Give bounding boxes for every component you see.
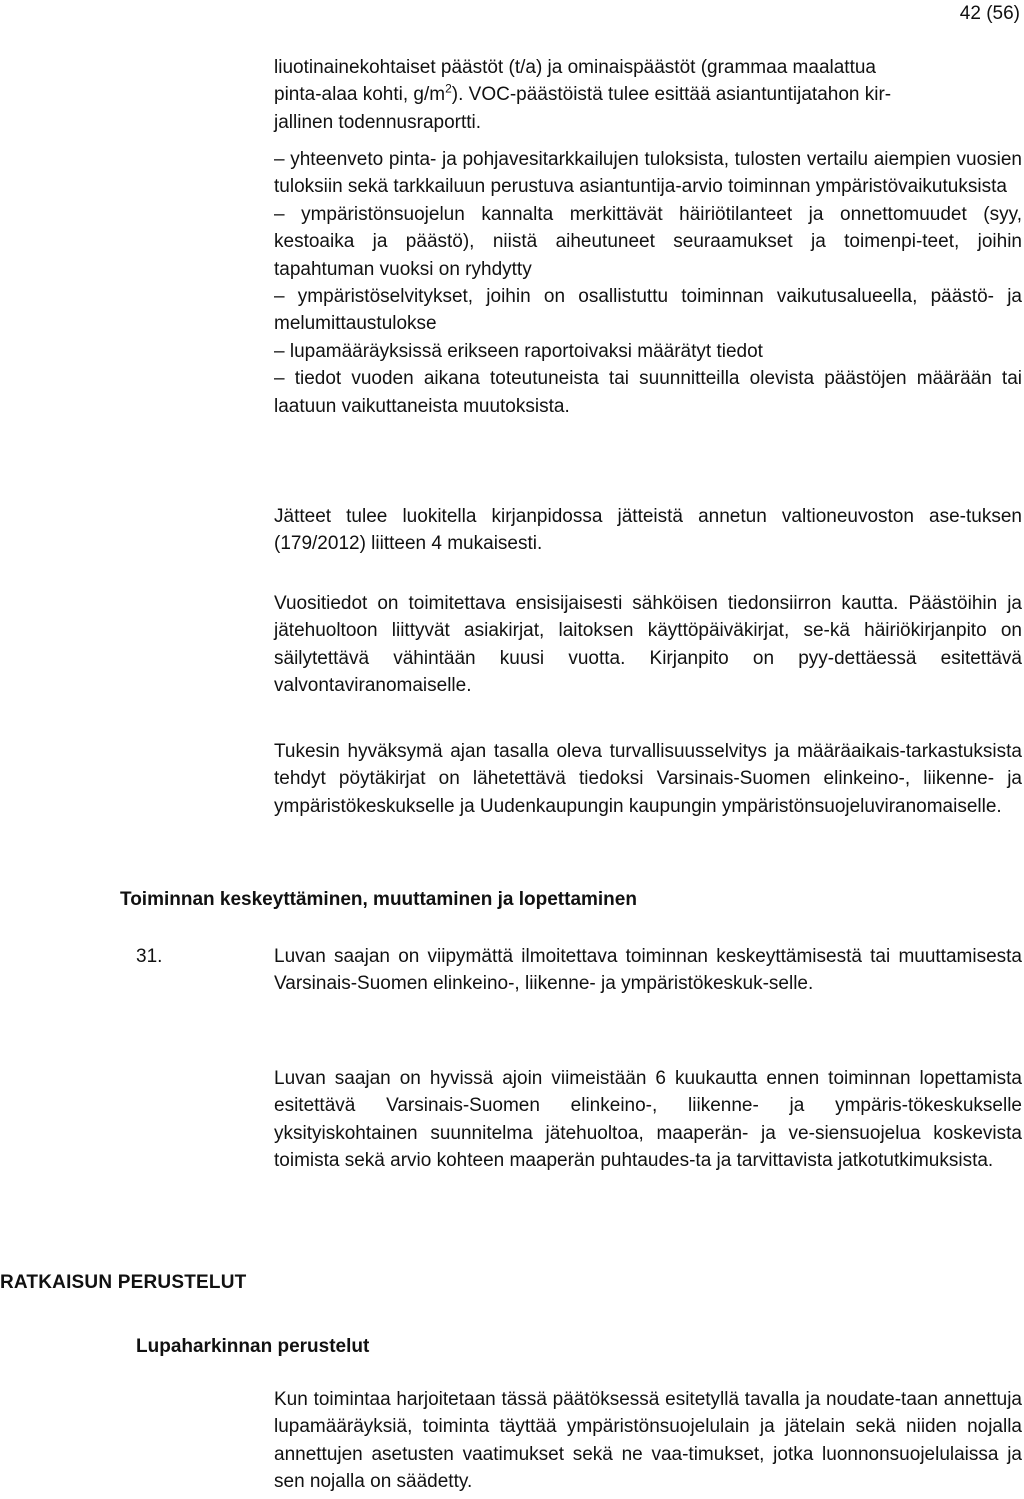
paragraph-lupaharkinnan — [274, 1386, 1022, 1496]
list-item: – ympäristöselvitykset, joihin on osallistuttu toiminnan vaikutusalueella, päästö- ja melumittaustulokse — [274, 286, 1022, 335]
subheading-lupaharkinnan-perustelut: Lupaharkinnan perustelut — [136, 1336, 370, 1357]
paragraph-tukesin-text: Tukesin hyväksymä ajan tasalla oleva turvallisuusselvitys ja määräaikais-tarkastuksista tehdyt pöytäkirjat on lähetettävä tiedoksi Varsinais-Suomen elinkeino-, liikenne- ja ympäristökeskukselle ja Uudenkaupungin kaupungin ympäristönsuojeluviranomaiselle. — [274, 741, 1022, 817]
paragraph-vuositiedot — [274, 590, 1022, 700]
section-heading-ratkaisun-perustelut: RATKAISUN PERUSTELUT — [0, 1272, 247, 1293]
section-heading-toiminnan: Toiminnan keskeyttäminen, muuttaminen ja lopettaminen — [120, 889, 637, 910]
paragraph-vuositiedot-text: Vuositiedot on toimitettava ensisijaisesti sähköisen tiedonsiirron kautta. Päästöihin ja jätehuoltoon liittyvät asiakirjat, laitoksen käyttöpäiväkirjat, se-kä häiriökirjanpito on säilytettävä vähintään kuusi vuotta. Kirjanpito on pyy-dettäessä esitettävä valvontaviranomaiselle. — [274, 593, 1022, 697]
paragraph-lupaharkinnan-text: Kun toimintaa harjoitetaan tässä päätöksessä esitetyllä tavalla ja noudate-taan annettuja lupamääräyksiä, toiminta täyttää ympäristönsuojelulain ja jätelain sekä niiden nojalla annettujen asetusten vaatimukset sekä ne vaa-timukset, jotka luonnonsuojelulaissa ja sen nojalla on säädetty. — [274, 1389, 1022, 1493]
list-items — [274, 146, 1022, 420]
paragraph-jatteet — [274, 503, 1022, 558]
list-continued-line-3: jallinen todennusraportti. — [274, 111, 482, 133]
item-number: 31. — [136, 946, 163, 967]
paragraph-luvan-lopettaminen-text: Luvan saajan on hyvissä ajoin viimeistään 6 kuukautta ennen toiminnan lopettamista esitettävä Varsinais-Suomen elinkeino-, liikenne- ja ympäris-tökeskukselle yksityiskohtainen suunnitelma jätehuoltoa, maaperän- ja ve-siensuojelua koskevista toimista sekä arvio kohteen maaperän puhtaudes-ta ja tarvittavista jatkotutkimuksista. — [274, 1068, 1022, 1172]
paragraph-luvan-lopettaminen — [274, 1065, 1022, 1175]
list-item: – yhteenveto pinta- ja pohjavesitarkkailujen tuloksista, tulosten vertailu aiempien vuosien tuloksiin sekä tarkkailuun perustuva asiantuntija-arvio toiminnan ympäristövaikutuksista — [274, 149, 1022, 198]
list-item: – lupamääräyksissä erikseen raportoivaksi määrätyt tiedot — [274, 340, 763, 362]
list-continued-line-1: liuotinainekohtaiset päästöt (t/a) ja ominaispäästöt (grammaa maalattua — [274, 57, 876, 78]
paragraph-luvan-ilmoitus — [274, 943, 1022, 998]
list-continued-line-2-post: ). VOC-päästöistä tulee esittää asiantuntijatahon kir- — [451, 84, 892, 106]
paragraph-tukesin — [274, 738, 1022, 820]
list-item: – ympäristönsuojelun kannalta merkittävät häiriötilanteet ja onnettomuudet (syy, kestoaika ja päästö), niistä aiheutuneet seuraamukset ja toimenpi-teet, joihin tapahtuman vuoksi on ryhdytty — [274, 203, 1022, 280]
paragraph-luvan-ilmoitus-text: Luvan saajan on viipymättä ilmoitettava toiminnan keskeyttämisestä tai muuttamisesta Varsinais-Suomen elinkeino-, liikenne- ja ympäristökeskuk-selle. — [274, 946, 1022, 995]
list-continued-line-2-pre: pinta-alaa kohti, g/m — [274, 84, 446, 106]
list-item: – tiedot vuoden aikana toteutuneista tai suunnitteilla olevista päästöjen määrään tai laatuun vaikuttaneista muutoksista. — [274, 368, 1022, 417]
list-continued-line-2 — [274, 81, 1022, 108]
paragraph-jatteet-text: Jätteet tulee luokitella kirjanpidossa jätteistä annetun valtioneuvoston ase-tuksen (179/2012) liitteen 4 mukaisesti. — [274, 506, 1022, 555]
page-number: 42 (56) — [959, 3, 1020, 24]
superscript-2: 2 — [445, 82, 452, 97]
list-continued-block — [274, 54, 1022, 136]
